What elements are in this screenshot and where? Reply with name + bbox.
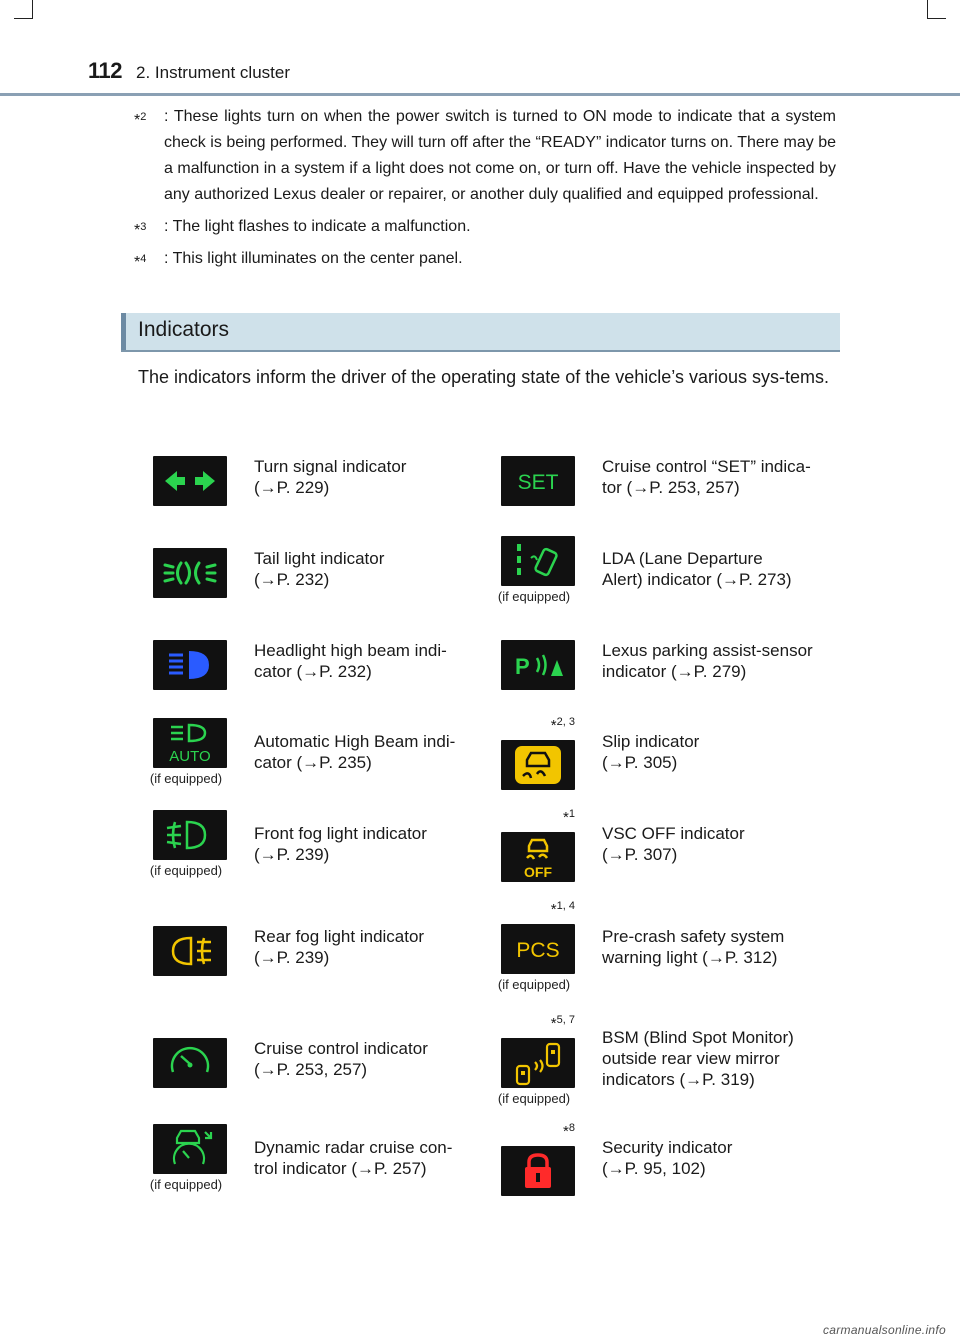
front-fog-icon [153, 810, 227, 860]
if-equipped-label: (if equipped) [149, 1177, 223, 1192]
description-line: (→P. 239) [254, 845, 330, 864]
tail-light-icon [153, 548, 227, 598]
footnote-asterisk: * [134, 112, 141, 129]
turn-signal-icon [153, 456, 227, 506]
indicator-description [254, 1038, 476, 1080]
footnotes [134, 104, 836, 278]
indicator-description [602, 548, 824, 590]
description-line: Dynamic radar cruise con- [254, 1138, 453, 1157]
radar-cruise-icon [153, 1124, 227, 1174]
if-equipped-label: (if equipped) [149, 863, 223, 878]
description-line: Tail light indicator [254, 549, 385, 568]
high-beam-icon [153, 640, 227, 690]
indicators-heading: Indicators [138, 318, 230, 341]
description-line: Turn signal indicator [254, 457, 407, 476]
description-line: Pre-crash safety system [602, 927, 785, 946]
description-line: indicator (→P. 279) [602, 662, 747, 681]
indicator-description [254, 823, 476, 865]
section-band-rule [121, 350, 840, 352]
if-equipped-label: (if equipped) [149, 771, 223, 786]
indicator-description [602, 926, 824, 968]
description-line: Cruise control “SET” indica- [602, 457, 811, 476]
description-line: indicators (→P. 319) [602, 1070, 755, 1089]
if-equipped-label: (if equipped) [497, 977, 571, 992]
page-number: 112 [88, 58, 122, 83]
description-line: (→P. 253, 257) [254, 1060, 368, 1079]
footnote-text: : This light illuminates on the center panel. [164, 250, 463, 267]
icon-text: SET [517, 471, 559, 494]
description-line: Automatic High Beam indi- [254, 732, 456, 751]
description-line: VSC OFF indicator [602, 824, 745, 843]
bsm-icon [501, 1038, 575, 1088]
asterisk-note: *$^{5, 7}$ [550, 1014, 575, 1032]
footnote-number: 4 [140, 253, 147, 265]
description-line: cator (→P. 232) [254, 662, 372, 681]
pcs-icon [501, 924, 575, 974]
description-line: (→P. 232) [254, 570, 330, 589]
icon-text: PCS [516, 939, 560, 962]
description-line: warning light (→P. 312) [602, 948, 778, 967]
asterisk-note: *$^{1, 4}$ [550, 900, 575, 918]
indicator-description [602, 1137, 824, 1179]
indicator-description [254, 1137, 476, 1179]
footnote [134, 246, 836, 272]
rear-fog-icon [153, 926, 227, 976]
header-rule [0, 93, 960, 96]
description-line: Front fog light indicator [254, 824, 427, 843]
description-line: BSM (Blind Spot Monitor) [602, 1028, 794, 1047]
lane-departure-icon [501, 536, 575, 586]
auto-high-beam-icon [153, 718, 227, 768]
section-title: 2. Instrument cluster [136, 63, 291, 82]
description-line: trol indicator (→P. 257) [254, 1159, 427, 1178]
description-line: outside rear view mirror [602, 1049, 780, 1068]
footnote-asterisk: * [134, 254, 141, 271]
asterisk-note: *$^{2, 3}$ [550, 716, 575, 734]
footnote-asterisk: * [134, 222, 141, 239]
section-band [121, 313, 840, 351]
description-line: Alert) indicator (→P. 273) [602, 570, 792, 589]
watermark: carmanualsonline.info [822, 1323, 946, 1337]
description-line: Headlight high beam indi- [254, 641, 447, 660]
indicator-description [254, 548, 476, 590]
description-line: Rear fog light indicator [254, 927, 425, 946]
cruise-set-icon [501, 456, 575, 506]
cruise-control-icon [153, 1038, 227, 1088]
description-line: (→P. 95, 102) [602, 1159, 706, 1178]
description-line: Slip indicator [602, 732, 700, 751]
footnote-text: : The light flashes to indicate a malfunction. [164, 218, 471, 235]
indicator-description [602, 731, 824, 773]
description-line: Cruise control indicator [254, 1039, 428, 1058]
asterisk-note: *$^8$ [563, 1122, 575, 1140]
icon-text: OFF [524, 864, 552, 880]
svg-text:P: P [515, 654, 530, 679]
indicator-description [602, 456, 824, 498]
description-line: (→P. 239) [254, 948, 330, 967]
indicator-description [602, 823, 824, 865]
description-line: (→P. 305) [602, 753, 678, 772]
indicator-description [254, 456, 476, 498]
description-line: Security indicator [602, 1138, 733, 1157]
indicator-description [602, 1027, 824, 1090]
description-line: tor (→P. 253, 257) [602, 478, 740, 497]
security-icon [501, 1146, 575, 1196]
indicator-description [254, 640, 476, 682]
indicator-description [254, 731, 476, 773]
description-line: (→P. 307) [602, 845, 678, 864]
indicator-description [602, 640, 824, 682]
intro-paragraph: The indicators inform the driver of the operating state of the vehicle’s various sys-tems. [138, 367, 829, 387]
footnote [134, 104, 836, 208]
parking-sensor-icon [501, 640, 575, 690]
description-line: LDA (Lane Departure [602, 549, 763, 568]
asterisk-note: *$^1$ [563, 808, 575, 826]
crop-mark-left [14, 0, 33, 19]
footnote-number: 2 [140, 111, 147, 123]
footnote [134, 214, 836, 240]
footnote-text: : These lights turn on when the power switch is turned to ON mode to indicate that a system check is being performed. They will turn off after the “READY” indicator turns on. There may be a malfunction in a system if a light does not come on, or turn off. Have the vehicle inspected by any authorized Lexus dealer or repairer, or another duly qualified and equipped professional. [164, 108, 836, 203]
description-line: Lexus parking assist-sensor [602, 641, 813, 660]
indicator-description [254, 926, 476, 968]
if-equipped-label: (if equipped) [497, 1091, 571, 1106]
crop-mark-right [927, 0, 946, 19]
page-header [88, 58, 290, 84]
icon-text: AUTO [169, 748, 211, 765]
description-line: cator (→P. 235) [254, 753, 372, 772]
slip-icon [501, 740, 575, 790]
vsc-off-icon [501, 832, 575, 882]
if-equipped-label: (if equipped) [497, 589, 571, 604]
description-line: (→P. 229) [254, 478, 330, 497]
footnote-number: 3 [140, 221, 147, 233]
